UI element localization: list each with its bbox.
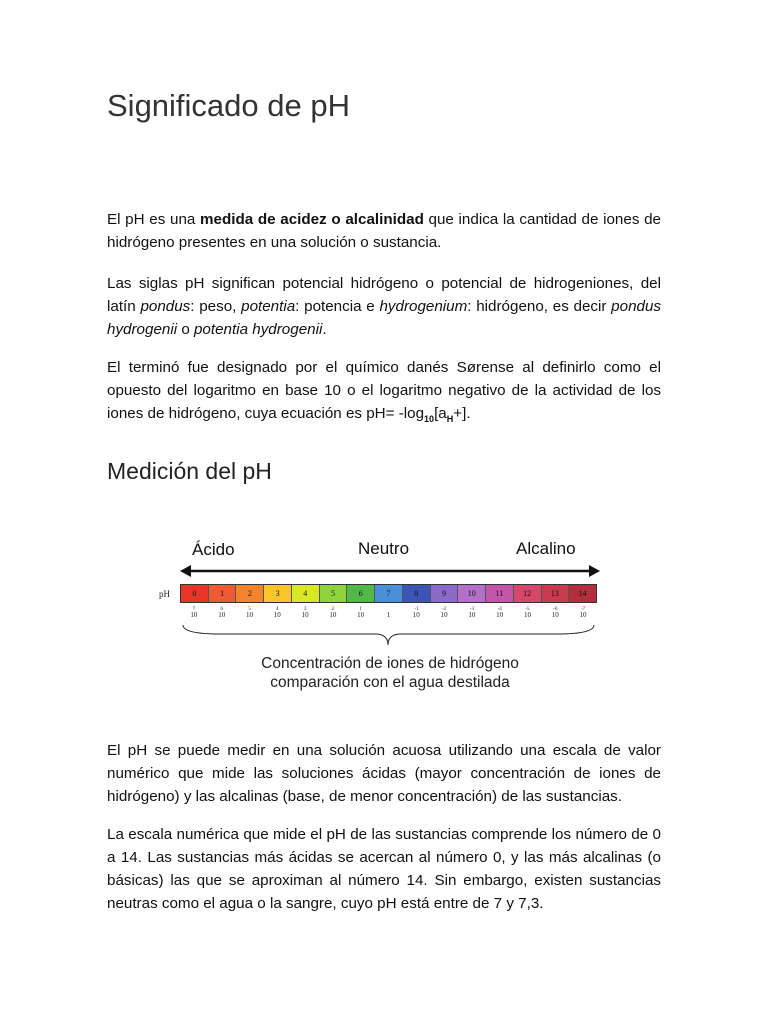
base: 10 [273, 611, 281, 619]
text-span: . [322, 321, 327, 338]
exponent: -4 [497, 607, 502, 612]
base: 10 [301, 611, 309, 619]
italic-text: potentia hydrogenii [193, 321, 323, 338]
text-span: [a [434, 405, 447, 422]
italic-text: pondus [140, 298, 191, 315]
paragraph-etymology [107, 272, 661, 341]
paragraph-origin [107, 356, 661, 431]
ph-cell: 4 [292, 585, 320, 602]
subscript-h: H [446, 414, 454, 425]
concentration-value [569, 607, 597, 623]
ph-cell: 7 [375, 585, 403, 602]
bold-text: medida de acidez o alcalinidad [200, 211, 424, 228]
figure-caption [150, 654, 630, 692]
base: 10 [440, 611, 448, 619]
text-span: El terminó fue designado por el químico danés Sørense al definirlo como el opuesto del logaritmo en base 10 o el logaritmo negativo de la actividad de los iones de hidrógeno, cuya ecuación es pH= -log [107, 359, 661, 422]
exponent: -1 [414, 607, 419, 612]
curly-brace-icon [180, 624, 597, 646]
ph-cell: 9 [431, 585, 459, 602]
concentration-value [430, 607, 458, 623]
paragraph-measurement: El pH se puede medir en una solución acuosa utilizando una escala de valor numérico que mide las soluciones ácidas (mayor concentración de iones de hidrógeno) y las alcalinas (base, de menor concentración) de las sustancias. [107, 742, 661, 805]
ph-color-bar [180, 584, 597, 603]
base: 10 [190, 611, 198, 619]
concentration-value [375, 607, 403, 623]
concentration-value [402, 607, 430, 623]
exponent: 5 [248, 607, 251, 612]
ph-cell: 10 [458, 585, 486, 602]
subscript-10: 10 [424, 414, 435, 425]
alkaline-label: Alcalino [516, 539, 576, 558]
double-arrow-icon [180, 564, 600, 578]
paragraph-scale: La escala numérica que mide el pH de las sustancias comprende los número de 0 a 14. Las sustancias más ácidas se acercan al número 0, y las más alcalinas (o básicas) las que se aproximan al número 14. Sin embargo, existen sustancias neutras como el agua o la sangre, cuyo pH está entre de 7 y 7,3. [107, 826, 661, 912]
concentration-value [180, 607, 208, 623]
base: 10 [412, 611, 420, 619]
exponent: -6 [553, 607, 558, 612]
ph-cell: 5 [320, 585, 348, 602]
base: 10 [329, 611, 337, 619]
ph-axis-label: pH [159, 589, 170, 599]
concentration-value [347, 607, 375, 623]
text-span: : potencia e [295, 298, 380, 315]
base: 10 [218, 611, 226, 619]
text-span: : peso, [190, 298, 242, 315]
exponent: -2 [441, 607, 447, 612]
exponent: -7 [580, 607, 586, 612]
text-span: que indica la cantidad de iones de hidrógeno presentes en una solución o sustancia. [107, 211, 661, 251]
acid-label: Ácido [192, 540, 235, 559]
ph-cell: 14 [569, 585, 596, 602]
base: 10 [357, 611, 365, 619]
concentration-value [291, 607, 319, 623]
exponent: 1 [359, 607, 362, 612]
concentration-value [208, 607, 236, 623]
exponent: 6 [220, 607, 223, 612]
ph-cell: 2 [236, 585, 264, 602]
base: 10 [551, 611, 559, 619]
concentration-value [486, 607, 514, 623]
base: 1 [386, 611, 391, 619]
ph-scale-figure [150, 530, 620, 700]
ph-cell: 8 [403, 585, 431, 602]
base: 10 [523, 611, 531, 619]
caption-line: Concentración de iones de hidrógeno [261, 655, 519, 672]
exponent: 7 [192, 607, 196, 612]
concentration-value [541, 607, 569, 623]
base: 10 [496, 611, 504, 619]
base: 10 [245, 611, 253, 619]
exponent: 4 [276, 607, 279, 612]
concentration-value [236, 607, 264, 623]
ph-cell: 6 [347, 585, 375, 602]
text-span: : hidrógeno, es decir [467, 298, 612, 315]
caption-line: comparación con el agua destilada [270, 674, 510, 691]
paragraph-definition [107, 208, 661, 254]
exponent: 3 [303, 607, 307, 612]
text-span: El pH es una [107, 211, 201, 228]
concentration-row [180, 607, 597, 623]
ph-cell: 3 [264, 585, 292, 602]
section-heading: Medición del pH [107, 458, 272, 484]
ph-cell: 0 [181, 585, 209, 602]
neutral-label: Neutro [358, 539, 410, 558]
exponent: -5 [525, 607, 530, 612]
concentration-value [263, 607, 291, 623]
base: 10 [579, 611, 587, 619]
page-title: Significado de pH [107, 88, 350, 123]
concentration-value [319, 607, 347, 623]
italic-text: hydrogenium [379, 298, 468, 315]
ph-cell: 11 [486, 585, 514, 602]
exponent: -3 [469, 607, 474, 612]
base: 10 [468, 611, 476, 619]
concentration-value [514, 607, 542, 623]
ph-cell: 12 [514, 585, 542, 602]
concentration-value [458, 607, 486, 623]
italic-text: potentia [241, 298, 296, 315]
ph-cell: 1 [209, 585, 237, 602]
text-span: +]. [453, 405, 471, 422]
text-span: o [177, 321, 194, 338]
italic-text: pondus hydrogenii [107, 298, 661, 338]
exponent: 2 [331, 607, 335, 612]
ph-cell: 13 [542, 585, 570, 602]
text-span: Las siglas pH significan potencial hidrógeno o potencial de hidrogeniones, del latín [107, 275, 661, 315]
